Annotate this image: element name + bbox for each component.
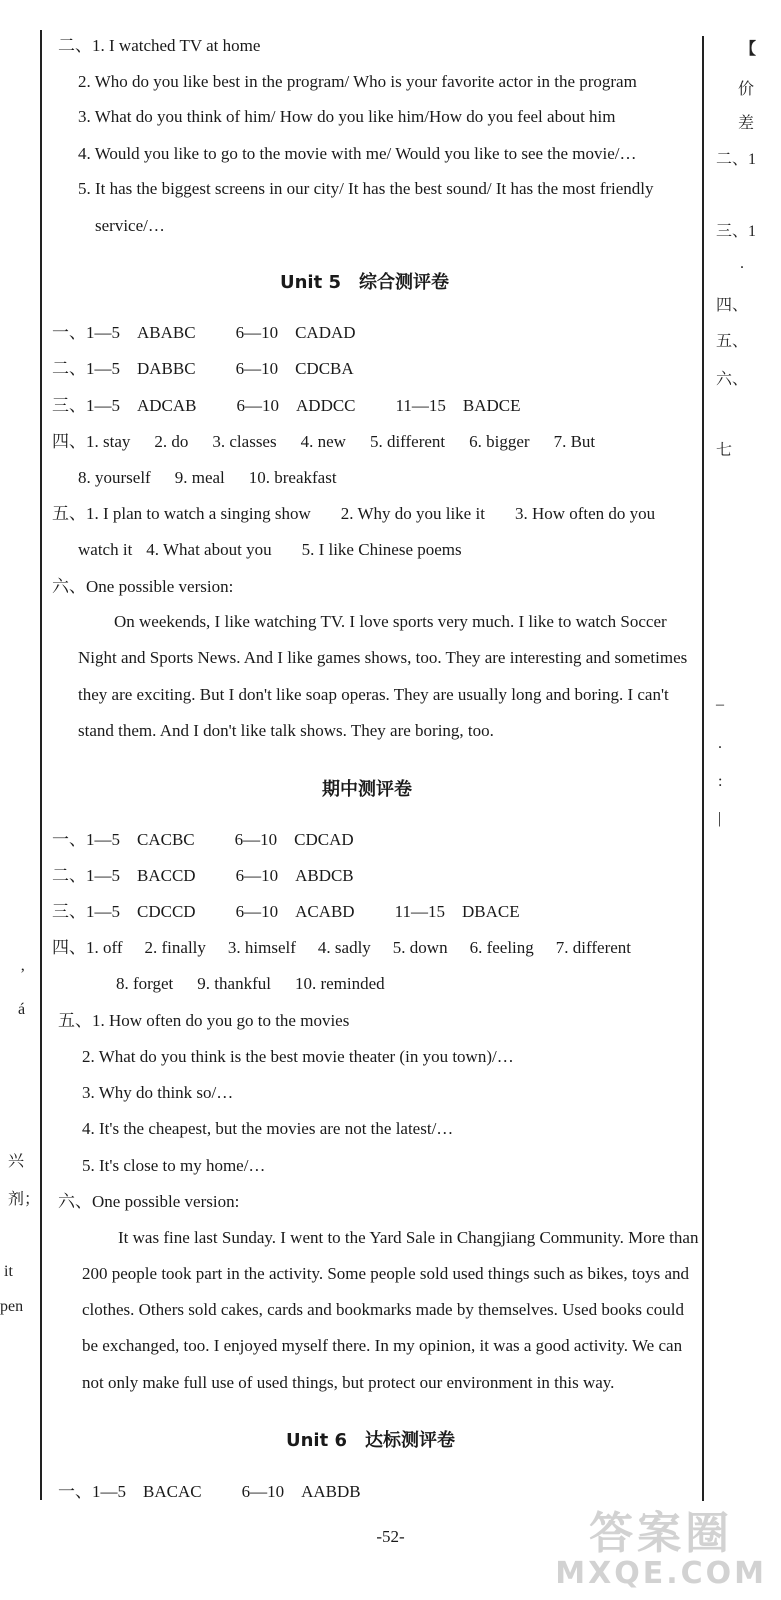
answer-item: 7. But	[553, 432, 596, 451]
answer-group: 6—10 ABDCB	[235, 866, 354, 885]
answer-item: 3. classes	[212, 432, 277, 451]
right-edge-fragment: 六、	[716, 371, 749, 388]
answer-item: 五、1. I plan to watch a singing show	[52, 504, 311, 523]
section-label: 六、One possible version:	[52, 577, 234, 596]
essay-line: they are exciting. But I don't like soap operas. They are usually long and boring. I can't	[78, 685, 669, 704]
answer-item: 四、1. stay	[52, 432, 131, 451]
answer-item: 6. feeling	[469, 938, 534, 957]
answer-item: 10. breakfast	[248, 468, 337, 487]
answer-item: 9. meal	[174, 468, 225, 487]
answer-line	[52, 358, 354, 380]
right-edge-fragment: –	[716, 696, 724, 713]
answer-group: 6—10 CDCAD	[234, 830, 354, 849]
left-edge-fragment: it	[4, 1263, 13, 1280]
answer-group: 6—10 ACABD	[235, 902, 355, 921]
answer-item: 2. Why do you like it	[340, 504, 485, 523]
right-edge-fragment: |	[718, 810, 722, 827]
answer-item: 7. different	[555, 938, 631, 957]
left-margin-rule	[40, 30, 42, 1500]
answer-line	[58, 1481, 361, 1503]
right-edge-fragment: .	[740, 255, 744, 272]
watermark-text: 答案圈	[589, 1508, 734, 1559]
answer-line: 2. What do you think is the best movie theater (in you town)/…	[82, 1047, 514, 1066]
answer-line	[52, 431, 595, 453]
answer-group: 6—10 ADDCC	[236, 396, 356, 415]
answer-line	[52, 829, 354, 851]
answer-item: 6. bigger	[469, 432, 530, 451]
answer-group: 三、1—5 CDCCD	[52, 902, 196, 921]
answer-item: 4. What about you	[146, 540, 272, 559]
left-edge-fragment: 兴	[8, 1153, 25, 1170]
answer-line: 五、1. How often do you go to the movies	[58, 1011, 350, 1030]
answer-line: 5. It's close to my home/…	[82, 1156, 266, 1175]
answer-line	[78, 467, 337, 489]
answer-group: 6—10 AABDB	[241, 1482, 361, 1501]
right-edge-fragment: 差	[738, 115, 755, 132]
watermark-logo	[555, 1510, 767, 1590]
answer-item: 10. reminded	[294, 974, 385, 993]
answer-item: 2. do	[154, 432, 189, 451]
answer-item: 3. How often do you	[514, 504, 656, 523]
answer-line: 4. Would you like to go to the movie with me/ Would you like to see the movie/…	[78, 144, 637, 163]
right-edge-fragment: 三、1	[716, 223, 757, 240]
watermark-url: MXQE.COM	[555, 1556, 767, 1591]
right-edge-fragment: 【	[740, 41, 757, 58]
section-title: Unit 5 综合测评卷	[280, 272, 449, 293]
left-edge-fragment: ’	[20, 966, 26, 983]
essay-line: On weekends, I like watching TV. I love sports very much. I like to watch Soccer	[114, 612, 667, 631]
answer-line	[52, 322, 356, 344]
right-edge-fragment: 四、	[716, 297, 749, 314]
right-margin-rule	[702, 36, 704, 1501]
answer-item: 5. down	[392, 938, 448, 957]
answer-line	[78, 539, 462, 561]
right-edge-fragment: 五、	[716, 333, 749, 350]
essay-line: stand them. And I don't like talk shows. They are boring, too.	[78, 721, 494, 740]
answer-line: 4. It's the cheapest, but the movies are not the latest/…	[82, 1119, 454, 1138]
answer-group: 6—10 CDCBA	[235, 359, 354, 378]
answer-group: 11—15 DBACE	[394, 902, 520, 921]
right-edge-fragment: 二、1	[716, 151, 757, 168]
answer-line: 2. Who do you like best in the program/ Who is your favorite actor in the program	[78, 72, 637, 91]
answer-line: 3. Why do think so/…	[82, 1083, 234, 1102]
section-label: 六、One possible version:	[58, 1192, 240, 1211]
answer-group: 6—10 CADAD	[235, 323, 356, 342]
answer-group: 一、1—5 BACAC	[58, 1482, 202, 1501]
right-edge-fragment: 价	[738, 81, 755, 98]
answer-item: 四、1. off	[52, 938, 123, 957]
answer-item: 4. new	[300, 432, 346, 451]
essay-line: not only make full use of used things, but protect our environment in this way.	[82, 1373, 615, 1392]
page-number: -52-	[376, 1527, 405, 1546]
right-edge-fragment: 七	[716, 442, 733, 459]
answer-line: 5. It has the biggest screens in our city/ It has the best sound/ It has the most friendly	[78, 179, 654, 198]
answer-line	[116, 973, 385, 995]
right-edge-fragment: :	[718, 773, 723, 790]
answer-group: 二、1—5 DABBC	[52, 359, 196, 378]
section-title: 期中测评卷	[322, 779, 412, 800]
left-edge-fragment: 剂；	[8, 1191, 41, 1208]
essay-line: be exchanged, too. I enjoyed myself there. In my opinion, it was a good activity. We can	[82, 1336, 683, 1355]
answer-item: 8. forget	[116, 974, 174, 993]
answer-line: service/…	[95, 216, 165, 235]
answer-line	[52, 395, 521, 417]
answer-group: 一、1—5 CACBC	[52, 830, 195, 849]
answer-group: 11—15 BADCE	[395, 396, 521, 415]
answer-line: 二、1. I watched TV at home	[58, 36, 261, 55]
answer-item: 3. himself	[227, 938, 296, 957]
right-edge-fragment: .	[718, 735, 722, 752]
section-title: Unit 6 达标测评卷	[286, 1430, 455, 1451]
essay-line: Night and Sports News. And I like games shows, too. They are interesting and sometimes	[78, 648, 688, 667]
answer-line	[52, 503, 655, 525]
left-edge-fragment: á	[18, 1001, 26, 1018]
answer-item: 9. thankful	[197, 974, 271, 993]
answer-item: 4. sadly	[317, 938, 371, 957]
answer-line	[52, 865, 354, 887]
answer-item: 8. yourself	[78, 468, 151, 487]
answer-item: watch it	[78, 540, 133, 559]
essay-line: 200 people took part in the activity. Some people sold used things such as bikes, toys and	[82, 1264, 690, 1283]
answer-item: 5. I like Chinese poems	[301, 540, 462, 559]
answer-group: 二、1—5 BACCD	[52, 866, 196, 885]
left-edge-fragment: pen	[0, 1298, 24, 1315]
answer-group: 三、1—5 ADCAB	[52, 396, 197, 415]
answer-item: 2. finally	[144, 938, 206, 957]
answer-line: 3. What do you think of him/ How do you like him/How do you feel about him	[78, 107, 616, 126]
answer-line	[52, 937, 631, 959]
essay-line: It was fine last Sunday. I went to the Yard Sale in Changjiang Community. More than	[118, 1228, 699, 1247]
answer-item: 5. different	[369, 432, 446, 451]
essay-line: clothes. Others sold cakes, cards and bookmarks made by themselves. Used books could	[82, 1300, 684, 1319]
answer-group: 一、1—5 ABABC	[52, 323, 196, 342]
answer-line	[52, 901, 520, 923]
